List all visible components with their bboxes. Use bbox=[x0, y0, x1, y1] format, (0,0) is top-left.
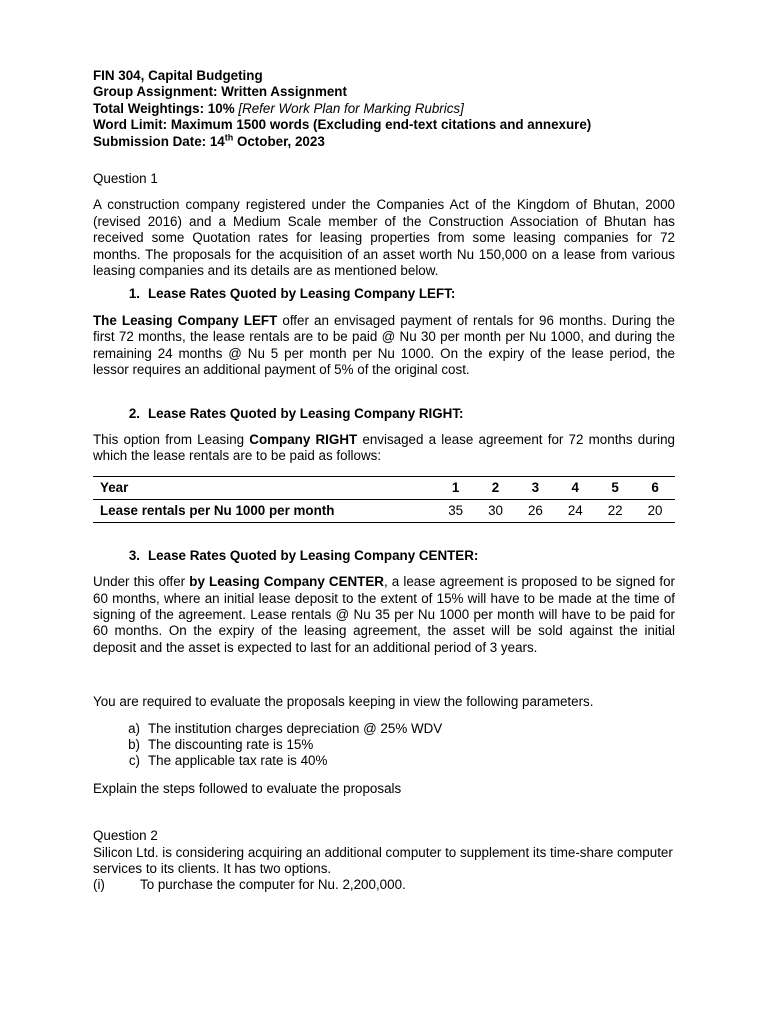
table-cell: 20 bbox=[635, 499, 675, 522]
question-2-option-i: (i) To purchase the computer for Nu. 2,200,000. bbox=[93, 877, 406, 893]
table-cell: 35 bbox=[436, 499, 476, 522]
table-cell: 30 bbox=[476, 499, 516, 522]
parameters-list bbox=[93, 721, 675, 770]
list-item: a) The institution charges depreciation @ 25% WDV bbox=[128, 720, 443, 736]
table-cell: 22 bbox=[595, 499, 635, 522]
option-3-heading: 3. Lease Rates Quoted by Leasing Company CENTER: bbox=[128, 547, 479, 563]
assignment-type: Group Assignment: Written Assignment bbox=[93, 84, 347, 100]
course-title: FIN 304, Capital Budgeting bbox=[93, 68, 263, 83]
list-item: c) The applicable tax rate is 40% bbox=[128, 753, 328, 769]
option-1-text: The Leasing Company LEFT offer an envisaged payment of rentals for 96 months. During the first 72 months, the lease rentals are to be paid @ Nu 30 per month per Nu 1000, and during the remaining 24 months @ Nu 5 per month per Nu 1000. On the expiry of the lease period, the lessor requires an additional payment of 5% of the original cost. bbox=[93, 312, 675, 378]
table-header-cell: 3 bbox=[515, 476, 555, 499]
option-3-text: Under this offer by Leasing Company CENTER, a lease agreement is proposed to be signed for 60 months, where an initial lease deposit to the extent of 15% will have to be made at the time of signing of the agreement. Lease rentals @ Nu 35 per Nu 1000 per month will have to be paid for 60 months. On the expiry of the leasing agreement, the asset will be sold against the initial deposit and the asset is expected to last for an additional period of 3 years. bbox=[93, 574, 675, 655]
table-header-cell: 1 bbox=[436, 476, 476, 499]
option-2-text: This option from Leasing Company RIGHT envisaged a lease agreement for 72 months during which the lease rentals are to be paid as follows: bbox=[93, 431, 675, 464]
table-header-cell: 5 bbox=[595, 476, 635, 499]
submission-date: Submission Date: 14th October, 2023 bbox=[93, 132, 325, 149]
question-1-title: Question 1 bbox=[93, 171, 158, 187]
table-row bbox=[93, 499, 675, 522]
table-cell: 24 bbox=[555, 499, 595, 522]
table-header-row bbox=[93, 476, 675, 499]
option-2-heading: 2. Lease Rates Quoted by Leasing Company RIGHT: bbox=[128, 405, 464, 421]
word-limit: Word Limit: Maximum 1500 words (Excluding end-text citations and annexure) bbox=[93, 117, 592, 133]
explain-instruction: Explain the steps followed to evaluate the proposals bbox=[93, 780, 402, 796]
question-1-intro: A construction company registered under the Companies Act of the Kingdom of Bhutan, 2000 (revised 2016) and a Medium Scale member of the Construction Association of Bhutan has received some Quotation rates for leasing properties from some leasing companies for 72 months. The proposals for the acquisition of an asset worth Nu 150,000 on a lease from various leasing companies and its details are as mentioned below. bbox=[93, 197, 675, 279]
required-statement: You are required to evaluate the proposals keeping in view the following parameters. bbox=[93, 694, 594, 710]
table-header-cell: 2 bbox=[476, 476, 516, 499]
table-cell: 26 bbox=[515, 499, 555, 522]
list-item: b) The discounting rate is 15% bbox=[128, 736, 314, 752]
table-cell: Lease rentals per Nu 1000 per month bbox=[93, 499, 436, 522]
document-page bbox=[93, 68, 675, 894]
weighting-line: Total Weightings: 10% [Refer Work Plan for Marking Rubrics] bbox=[93, 100, 464, 116]
table-header-cell: Year bbox=[93, 476, 436, 499]
table-header-cell: 4 bbox=[555, 476, 595, 499]
question-2-title: Question 2 bbox=[93, 828, 158, 844]
table-header-cell: 6 bbox=[635, 476, 675, 499]
option-1-heading: 1. Lease Rates Quoted by Leasing Company LEFT: bbox=[128, 286, 456, 302]
lease-rentals-table bbox=[93, 476, 675, 523]
question-2-intro: Silicon Ltd. is considering acquiring an additional computer to supplement its time-share computer services to its clients. It has two options. bbox=[93, 844, 673, 876]
